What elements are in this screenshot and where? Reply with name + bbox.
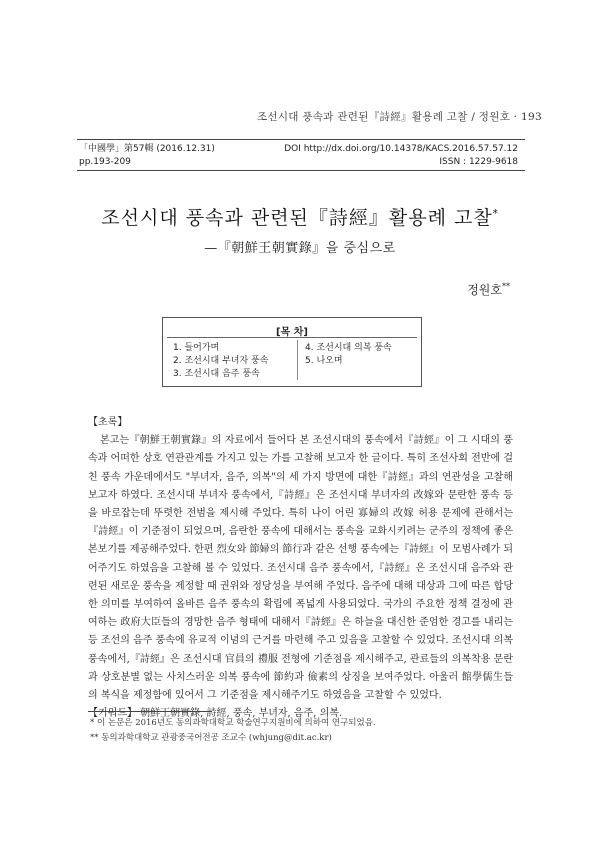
toc-column-right: [305, 342, 392, 368]
paper-subtitle: —『朝鮮王朝實錄』을 중심으로: [204, 241, 396, 256]
paper-title-text: 조선시대 풍속과 관련된『詩經』활용례 고찰: [101, 207, 493, 229]
toc-heading: [목 차]: [276, 327, 308, 338]
toc-column-left: [173, 342, 268, 381]
keywords-label: 【키워드】: [88, 708, 137, 720]
journal-pages: pp.193-209: [79, 157, 131, 167]
journal-info-right: [284, 143, 518, 169]
journal-doi: DOI http://dx.doi.org/10.14378/KACS.2016.57.57.12: [284, 144, 518, 154]
toc-item: 1. 들어가며: [173, 343, 220, 353]
toc-divider: [297, 340, 298, 380]
journal-info-left: [79, 143, 215, 169]
toc-item: 2. 조선시대 부녀자 풍속: [173, 356, 269, 366]
author: [467, 281, 510, 298]
toc-rule: [167, 337, 417, 338]
footnote-author: ** 동의과학대학교 관광중국어전공 조교수 (whjung@dit.ac.kr): [90, 733, 332, 743]
abstract-body: 본고는『朝鮮王朝實錄』의 자료에서 들어다 본 조선시대의 풍속에서『詩經』이 그 시대의 풍속과 어떠한 상호 연관관계를 가지고 있는 가를 고찰해 보고자 한 글이다. 특히 조선사회 전반에 걸친 풍속 가운데에서도 "부녀자, 음주, 의복"의 세 가지 방면에 대한『詩經』과의 연관성을 고찰해 보고자 하였다. 조선시대 부녀자 풍속에서,『詩經』은 조선시대 부녀자의 改嫁와 문란한 풍속 등을 바로잡는데 뚜렷한 전범을 제시해 주었다. 특히 나이 어린 寡婦의 改嫁 허용 문제에 관해서는『詩經』이 기준점이 되었으며, 음란한 풍속에 대해서는 풍속을 교화시키려는 군주의 정책에 좋은 본보기를 제공해주었다. 한편 烈女와 節婦의 節行과 같은 선행 풍속에는『詩經』이 모범사례가 되어주기도 하였음을 고찰해 볼 수 있었다. 조선시대 음주 풍속에서,『詩經』은 조선시대 음주와 관련된 새로운 풍속을 제정할 때 권위와 정당성을 부여해 주었다. 음주에 대해 대상과 그에 따른 합당한 의미를 부여하여 올바른 음주 풍속의 확립에 폭넓게 사용되었다. 국가의 주요한 정책 결정에 관여하는 政府大臣들의 경망한 음주 형태에 대해서『詩經』은 하늘을 대신한 준엄한 경고를 내리는 등 조선의 음주 풍속에 유교적 이념의 근거를 마련해 주고 있음을 고찰할 수 있었다. 조선시대 의복 풍속에서,『詩經』은 조선시대 官員의 禮服 전형에 기준점을 제시해주고, 관료들의 의복착용 문란과 상호분별 없는 사치스러운 의복 풍속에 節約과 儉素의 상징을 보여주었다. 아울러 館學儒生들의 복식을 제정함에 있어서 그 기준점을 제시해주기도 하였음을 고찰할 수 있었다.: [88, 435, 513, 702]
header-rule-bottom: [77, 170, 525, 171]
abstract: [88, 414, 513, 723]
toc-item: 3. 조선시대 음주 풍속: [173, 369, 260, 379]
toc-item: 5. 나오며: [305, 356, 343, 366]
footnotes: [90, 716, 376, 746]
running-head: 조선시대 풍속과 관련된『詩經』활용례 고찰 / 정원호 · 193: [256, 111, 542, 123]
journal-issue: 「中國學」第57輯 (2016.12.31): [79, 144, 215, 154]
title-footnote-mark: *: [492, 208, 499, 220]
toc-item: 4. 조선시대 의복 풍속: [305, 343, 392, 353]
table-of-contents: [162, 317, 422, 387]
footnote-rule: [88, 711, 212, 712]
paper-title: [0, 203, 600, 230]
header-rule-top: [77, 139, 525, 140]
footnote-funding: * 이 논문은 2016년도 동의과학대학교 학술연구지원비에 의하여 연구되었음.: [90, 718, 376, 728]
author-name: 정원호: [467, 283, 502, 297]
journal-issn: ISSN : 1229-9618: [439, 157, 518, 167]
author-footnote-mark: **: [502, 282, 510, 291]
abstract-label: 【초록】: [88, 417, 128, 428]
keywords-list: 朝鮮王朝實錄, 詩經, 풍속, 부녀자, 음주, 의복.: [140, 708, 343, 720]
